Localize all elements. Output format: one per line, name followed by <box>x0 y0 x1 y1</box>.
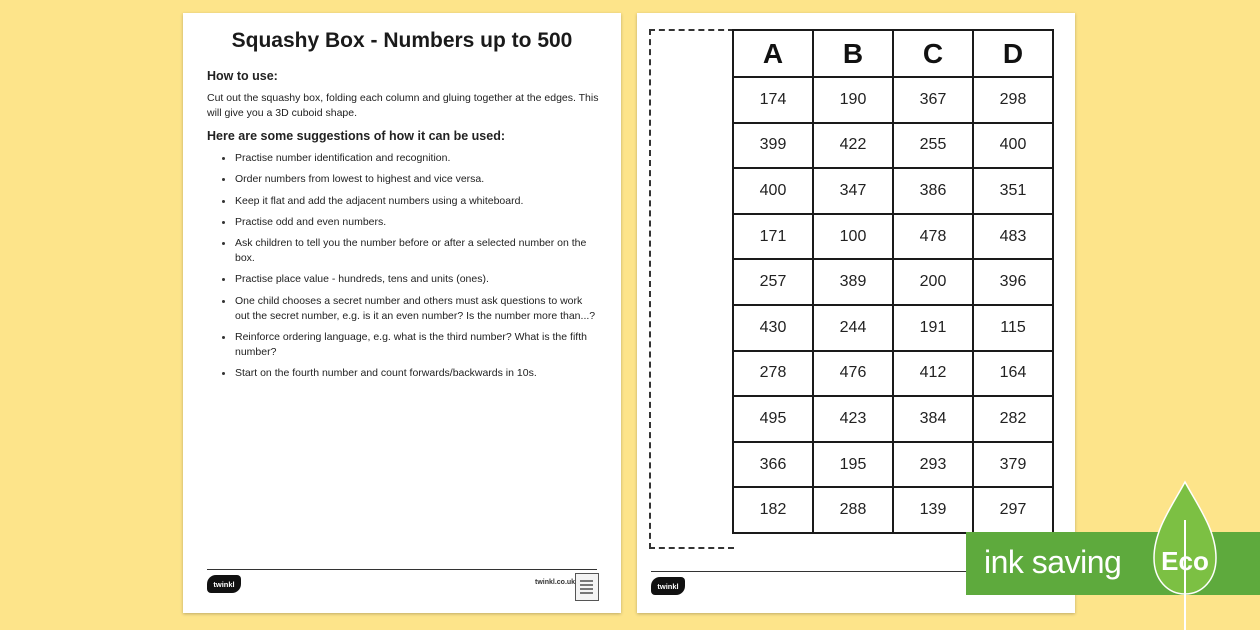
list-item: Practise place value - hundreds, tens and units (ones). <box>219 272 599 287</box>
number-cell: 384 <box>893 396 973 442</box>
number-cell: 100 <box>813 214 893 260</box>
twinkl-logo: twinkl <box>651 577 685 595</box>
footer-site: twinkl.co.uk <box>535 579 576 586</box>
suggestions-heading: Here are some suggestions of how it can be used: <box>207 129 505 143</box>
column-header: D <box>973 30 1053 77</box>
number-cell: 389 <box>813 259 893 305</box>
number-cell: 400 <box>973 123 1053 169</box>
footer-divider <box>207 569 597 570</box>
table-row <box>733 396 1053 442</box>
number-cell: 293 <box>893 442 973 488</box>
number-cell: 257 <box>733 259 813 305</box>
table-row <box>733 214 1053 260</box>
number-cell: 244 <box>813 305 893 351</box>
how-to-use-heading: How to use: <box>207 69 278 83</box>
number-cell: 422 <box>813 123 893 169</box>
number-cell: 164 <box>973 351 1053 397</box>
table-row <box>733 351 1053 397</box>
number-cell: 288 <box>813 487 893 533</box>
number-cell: 423 <box>813 396 893 442</box>
header-row <box>733 30 1053 77</box>
quality-badge-icon <box>575 573 599 601</box>
number-grid <box>732 29 1054 534</box>
number-cell: 255 <box>893 123 973 169</box>
twinkl-logo: twinkl <box>207 575 241 593</box>
table-row <box>733 168 1053 214</box>
table-row <box>733 123 1053 169</box>
number-cell: 182 <box>733 487 813 533</box>
number-cell: 400 <box>733 168 813 214</box>
glue-flap <box>649 29 734 549</box>
table-row <box>733 259 1053 305</box>
intro-text: Cut out the squashy box, folding each column and gluing together at the edges. This will give you a 3D cuboid shape. <box>207 92 599 119</box>
number-cell: 174 <box>733 77 813 123</box>
number-cell: 430 <box>733 305 813 351</box>
column-header: A <box>733 30 813 77</box>
number-cell: 367 <box>893 77 973 123</box>
ink-saving-label: ink saving <box>984 544 1122 580</box>
leaf-icon <box>1152 480 1218 630</box>
number-cell: 366 <box>733 442 813 488</box>
list-item: Practise number identification and recognition. <box>219 151 599 166</box>
number-cell: 282 <box>973 396 1053 442</box>
number-cell: 399 <box>733 123 813 169</box>
list-item: Reinforce ordering language, e.g. what is the third number? What is the fifth number? <box>219 330 599 360</box>
list-item: Order numbers from lowest to highest and vice versa. <box>219 172 599 187</box>
number-cell: 115 <box>973 305 1053 351</box>
number-cell: 278 <box>733 351 813 397</box>
table-row <box>733 487 1053 533</box>
number-cell: 195 <box>813 442 893 488</box>
number-cell: 347 <box>813 168 893 214</box>
column-header: C <box>893 30 973 77</box>
list-item: One child chooses a secret number and others must ask questions to work out the secret number, e.g. is it an even number? Is the number more than...? <box>219 294 599 324</box>
number-cell: 483 <box>973 214 1053 260</box>
number-cell: 139 <box>893 487 973 533</box>
column-header: B <box>813 30 893 77</box>
number-cell: 297 <box>973 487 1053 533</box>
number-cell: 396 <box>973 259 1053 305</box>
number-cell: 495 <box>733 396 813 442</box>
instructions-page <box>183 13 621 613</box>
list-item: Start on the fourth number and count forwards/backwards in 10s. <box>219 366 599 381</box>
eco-badge-label: Eco <box>1161 546 1209 576</box>
table-row <box>733 305 1053 351</box>
number-cell: 386 <box>893 168 973 214</box>
list-item: Keep it flat and add the adjacent numbers using a whiteboard. <box>219 194 599 209</box>
number-cell: 478 <box>893 214 973 260</box>
number-cell: 412 <box>893 351 973 397</box>
squashy-box-page <box>637 13 1075 613</box>
number-cell: 191 <box>893 305 973 351</box>
number-cell: 171 <box>733 214 813 260</box>
table-row <box>733 442 1053 488</box>
list-item: Ask children to tell you the number before or after a selected number on the box. <box>219 236 599 266</box>
number-cell: 298 <box>973 77 1053 123</box>
page-title: Squashy Box - Numbers up to 500 <box>231 29 573 52</box>
number-cell: 351 <box>973 168 1053 214</box>
number-cell: 476 <box>813 351 893 397</box>
number-cell: 190 <box>813 77 893 123</box>
suggestions-list <box>219 151 599 388</box>
list-item: Practise odd and even numbers. <box>219 215 599 230</box>
number-cell: 379 <box>973 442 1053 488</box>
table-row <box>733 77 1053 123</box>
number-cell: 200 <box>893 259 973 305</box>
